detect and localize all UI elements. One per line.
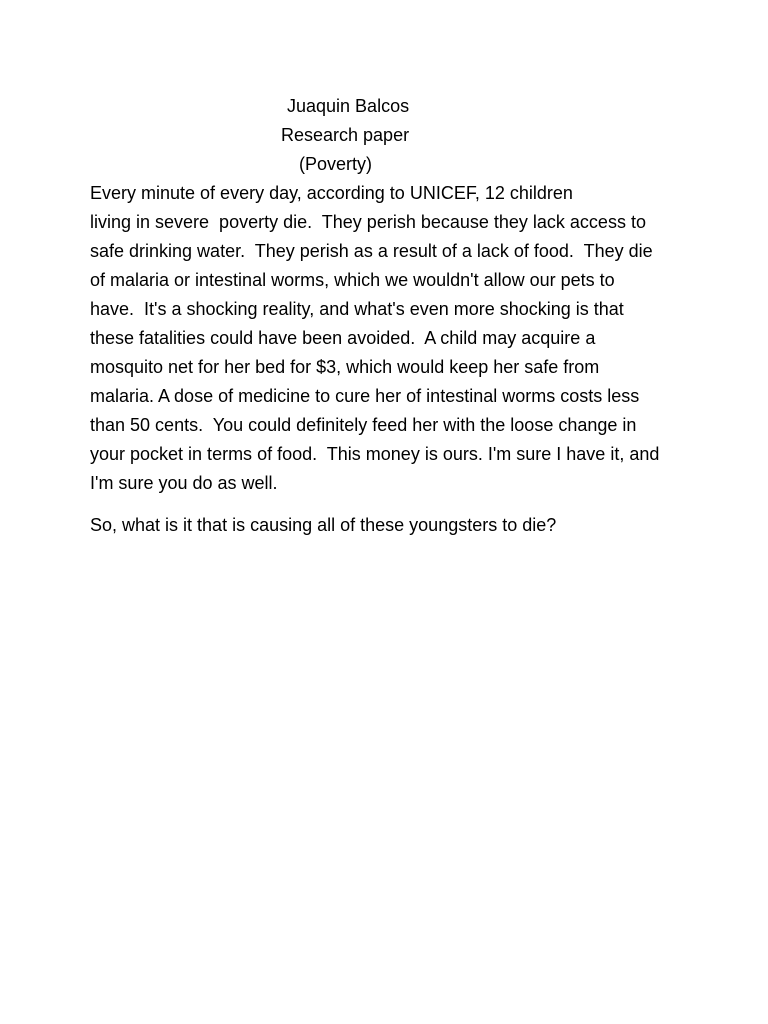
paragraph-line: I'm sure you do as well. [90, 473, 278, 493]
paragraph-line: your pocket in terms of food. This money is ours. I'm sure I have it, and [90, 444, 660, 464]
author-name: Juaquin Balcos [287, 96, 410, 116]
paragraph-line: mosquito net for her bed for $3, which would keep her safe from [90, 357, 600, 377]
paragraph-line: than 50 cents. You could definitely feed her with the loose change in [90, 415, 637, 435]
paragraph-line: living in severe poverty die. They perish because they lack access to [90, 212, 646, 232]
paragraph-line: have. It's a shocking reality, and what's even more shocking is that [90, 299, 624, 319]
paragraph-line: malaria. A dose of medicine to cure her of intestinal worms costs less [90, 386, 640, 406]
paragraph-line: of malaria or intestinal worms, which we wouldn't allow our pets to [90, 270, 615, 290]
paragraph-line: So, what is it that is causing all of these youngsters to die? [90, 515, 557, 535]
document-type: Research paper [281, 125, 410, 145]
paragraph-line: Every minute of every day, according to UNICEF, 12 children [90, 183, 573, 203]
body-paragraph-2 [90, 511, 690, 540]
document-topic: (Poverty) [299, 154, 373, 174]
body-paragraph-1 [90, 179, 690, 498]
paragraph-line: these fatalities could have been avoided. A child may acquire a [90, 328, 596, 348]
paragraph-line: safe drinking water. They perish as a result of a lack of food. They die [90, 241, 653, 261]
